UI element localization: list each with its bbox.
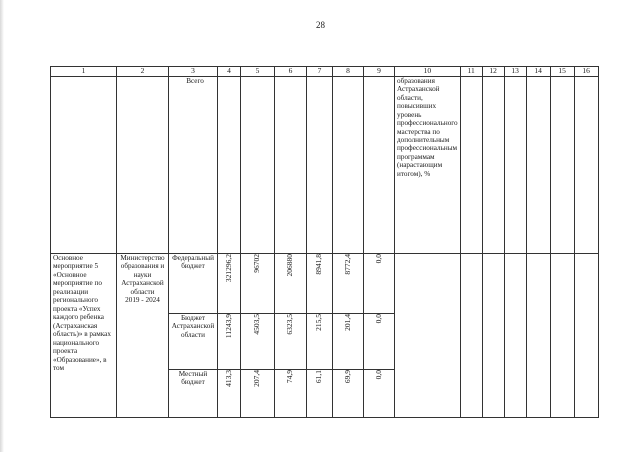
col-number: 11: [460, 67, 482, 77]
funding-source: Местный бюджет: [169, 370, 218, 418]
funding-value: 6323,5: [285, 314, 295, 335]
funding-value: 74,9: [285, 370, 295, 384]
funding-source: Федеральный бюджет: [169, 254, 218, 314]
funding-value: 207,4: [252, 370, 262, 387]
col-number: 8: [333, 67, 364, 77]
executor-name: Министерство образования и науки Астраханской области: [120, 254, 165, 296]
funding-value: 215,5: [314, 314, 324, 331]
col-number: 2: [117, 67, 169, 77]
funding-value: 206880: [285, 254, 295, 277]
col-number: 16: [574, 67, 598, 77]
scan-shadow-edge: [0, 0, 4, 452]
source-total: Всего: [169, 77, 218, 254]
indicator-text: образования Астраханской области, повысивших уровень профессионального мастерства по дополнительным профессиональным программам (нарастающим итогом), %: [395, 77, 461, 254]
funding-value: 201,4: [342, 314, 352, 331]
col-number: 12: [482, 67, 504, 77]
col-number: 13: [504, 67, 526, 77]
col-number: 7: [307, 67, 333, 77]
col-number: 14: [526, 67, 550, 77]
funding-source: Бюджет Астраханской области: [169, 314, 218, 370]
funding-value: 69,9: [342, 370, 352, 384]
period: 2019 - 2024: [125, 296, 160, 305]
col-number: 5: [241, 67, 275, 77]
funding-value: 8772,4: [342, 254, 352, 275]
funding-row: [51, 254, 599, 314]
funding-value: 413,3: [223, 370, 233, 387]
program-table: [50, 66, 599, 418]
column-number-row: [51, 67, 599, 77]
funding-value: 321296,2: [223, 254, 233, 283]
page-number: 28: [316, 20, 325, 30]
col-number: 10: [395, 67, 461, 77]
funding-value: 4503,5: [252, 314, 262, 335]
continued-row: [51, 77, 599, 254]
col-number: 4: [218, 67, 241, 77]
funding-value: 0,0: [373, 314, 383, 324]
funding-value: 11243,9: [223, 314, 233, 339]
executor-cell: [117, 254, 169, 418]
funding-value: 61,1: [314, 370, 324, 384]
funding-value: 0,0: [373, 370, 383, 380]
funding-value: 0,0: [373, 254, 383, 264]
col-number: 15: [550, 67, 574, 77]
col-number: 3: [169, 67, 218, 77]
funding-value: 8941,8: [314, 254, 324, 275]
col-number: 1: [51, 67, 117, 77]
program-name: Основное мероприятие 5 «Основное мероприятие по реализации регионального проекта «Успех каждого ребенка (Астраханская область)» в рамках национального проекта «Образование», в том: [51, 254, 117, 418]
funding-value: 96702: [252, 254, 262, 273]
col-number: 6: [275, 67, 307, 77]
col-number: 9: [364, 67, 395, 77]
